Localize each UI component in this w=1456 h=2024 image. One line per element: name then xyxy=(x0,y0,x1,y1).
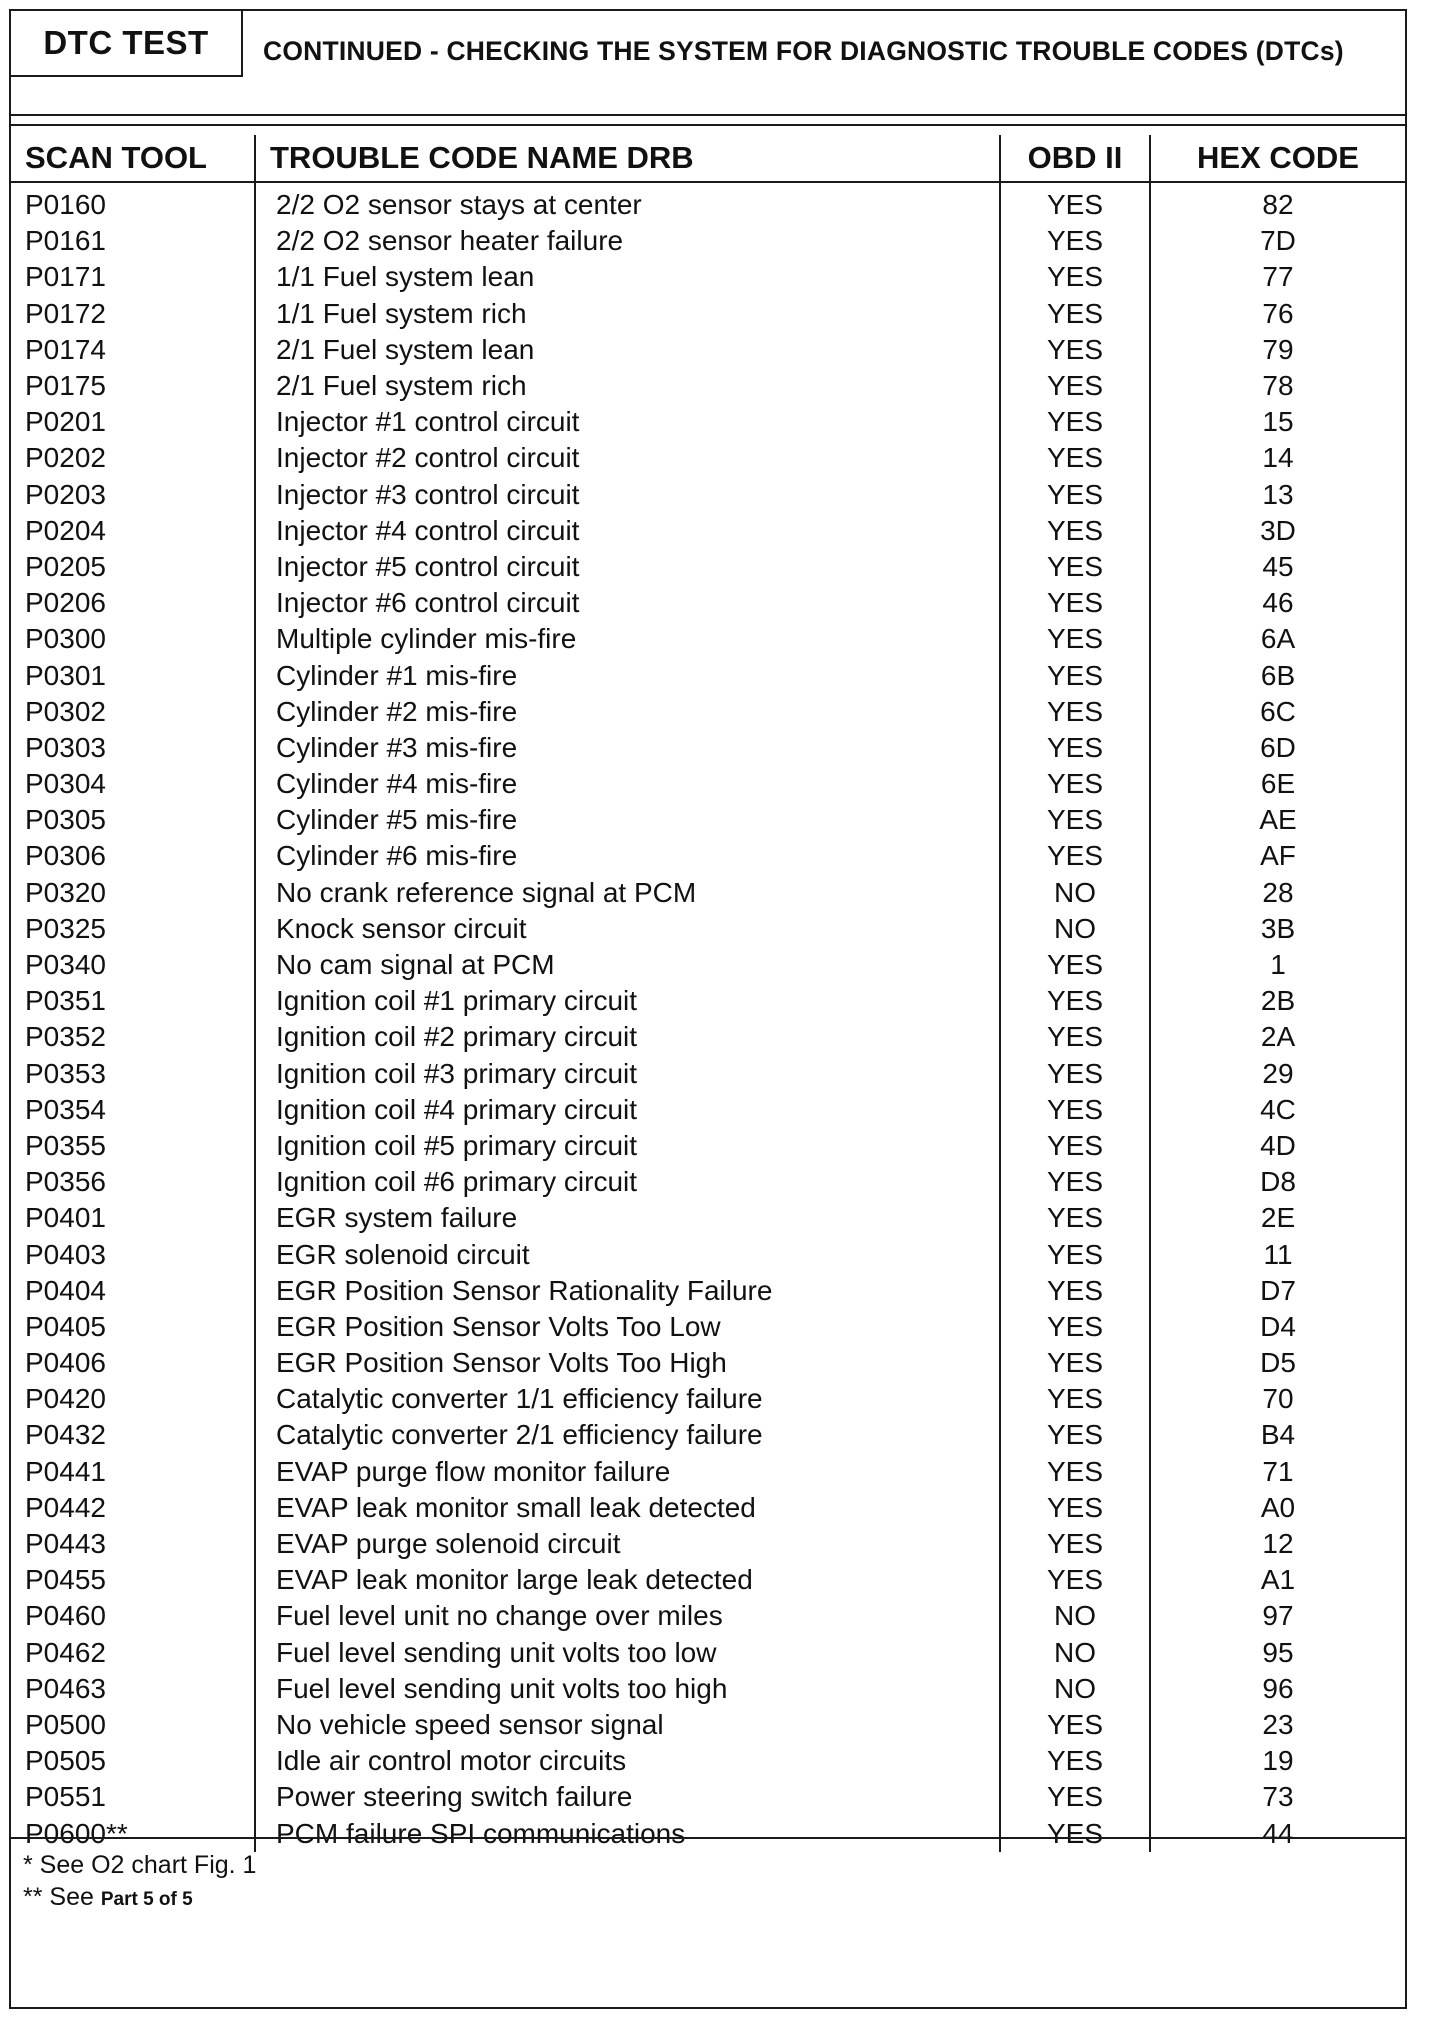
table-row xyxy=(11,766,1405,802)
trouble-code-name-cell: EGR Position Sensor Rationality Failure xyxy=(255,1273,1000,1309)
obd-cell: YES xyxy=(1000,1236,1150,1272)
scan-tool-cell: P0500 xyxy=(11,1707,255,1743)
table-row xyxy=(11,1236,1405,1272)
table-row xyxy=(11,1707,1405,1743)
scan-tool-cell: P0351 xyxy=(11,983,255,1019)
trouble-code-name-cell: Ignition coil #5 primary circuit xyxy=(255,1128,1000,1164)
obd-cell: YES xyxy=(1000,730,1150,766)
table-row xyxy=(11,1417,1405,1453)
trouble-code-name-cell: Fuel level sending unit volts too high xyxy=(255,1671,1000,1707)
scan-tool-cell: P0160 xyxy=(11,182,255,223)
trouble-code-name-cell: Cylinder #3 mis-fire xyxy=(255,730,1000,766)
obd-cell: YES xyxy=(1000,1056,1150,1092)
hex-code-cell: D4 xyxy=(1260,1310,1296,1342)
table-row xyxy=(11,1743,1405,1779)
scan-tool-cell: P0432 xyxy=(11,1417,255,1453)
hex-code-cell: 23 xyxy=(1262,1708,1294,1740)
scan-tool-cell: P0300 xyxy=(11,621,255,657)
scan-tool-cell: P0306 xyxy=(11,838,255,874)
table-row xyxy=(11,477,1405,513)
obd-cell: YES xyxy=(1000,549,1150,585)
scan-tool-cell: P0202 xyxy=(11,440,255,476)
hex-code-cell: 11 xyxy=(1263,1238,1293,1270)
table-row xyxy=(11,585,1405,621)
hex-code-cell: 79 xyxy=(1262,333,1294,365)
table-row xyxy=(11,983,1405,1019)
table-row xyxy=(11,1598,1405,1634)
trouble-code-name-cell: Cylinder #6 mis-fire xyxy=(255,838,1000,874)
obd-cell: YES xyxy=(1000,1092,1150,1128)
scan-tool-cell: P0304 xyxy=(11,766,255,802)
table-row xyxy=(11,1635,1405,1671)
hex-code-cell: 70 xyxy=(1262,1383,1294,1415)
table-row xyxy=(11,1526,1405,1562)
table-row xyxy=(11,182,1405,223)
scan-tool-cell: P0404 xyxy=(11,1273,255,1309)
scan-tool-cell: P0205 xyxy=(11,549,255,585)
hex-code-cell: 44 xyxy=(1262,1817,1294,1849)
trouble-code-name-cell: 1/1 Fuel system rich xyxy=(255,296,1000,332)
obd-cell: YES xyxy=(1000,802,1150,838)
scan-tool-cell: P0305 xyxy=(11,802,255,838)
obd-cell: YES xyxy=(1000,1019,1150,1055)
table-row xyxy=(11,911,1405,947)
scan-tool-cell: P0401 xyxy=(11,1200,255,1236)
trouble-code-name-cell: Power steering switch failure xyxy=(255,1779,1000,1815)
table-row xyxy=(11,1309,1405,1345)
trouble-code-name-cell: Multiple cylinder mis-fire xyxy=(255,621,1000,657)
trouble-code-name-cell: No crank reference signal at PCM xyxy=(255,875,1000,911)
header-divider-double xyxy=(11,124,1405,126)
table-row xyxy=(11,621,1405,657)
scan-tool-cell: P0356 xyxy=(11,1164,255,1200)
hex-code-cell: 76 xyxy=(1262,297,1294,329)
footer-divider xyxy=(11,1837,1405,1839)
trouble-code-name-cell: 1/1 Fuel system lean xyxy=(255,259,1000,295)
scan-tool-cell: P0353 xyxy=(11,1056,255,1092)
trouble-code-name-cell: Injector #1 control circuit xyxy=(255,404,1000,440)
table-body xyxy=(11,182,1405,1852)
obd-cell: YES xyxy=(1000,1779,1150,1815)
hex-code-cell: 6D xyxy=(1260,731,1296,763)
obd-cell: YES xyxy=(1000,947,1150,983)
hex-code-cell: 6B xyxy=(1260,659,1296,691)
scan-tool-cell: P0204 xyxy=(11,513,255,549)
obd-cell: YES xyxy=(1000,694,1150,730)
trouble-code-name-cell: Ignition coil #3 primary circuit xyxy=(255,1056,1000,1092)
trouble-code-name-cell: Cylinder #2 mis-fire xyxy=(255,694,1000,730)
obd-cell: NO xyxy=(1000,1671,1150,1707)
hex-code-cell: 45 xyxy=(1262,550,1294,582)
table-row xyxy=(11,1454,1405,1490)
scan-tool-cell: P0175 xyxy=(11,368,255,404)
scan-tool-cell: P0460 xyxy=(11,1598,255,1634)
footnote-part-ref xyxy=(23,1881,256,1916)
hex-code-cell: 6A xyxy=(1260,623,1296,655)
table-row xyxy=(11,1815,1405,1851)
column-header-trouble-code-name: TROUBLE CODE NAME DRB xyxy=(255,135,1000,182)
trouble-code-name-cell: Ignition coil #6 primary circuit xyxy=(255,1164,1000,1200)
obd-cell: YES xyxy=(1000,657,1150,693)
hex-code-cell: 73 xyxy=(1262,1781,1294,1813)
hex-code-cell: 15 xyxy=(1262,406,1294,438)
section-tab: DTC TEST xyxy=(11,11,243,77)
hex-code-cell: 28 xyxy=(1262,876,1294,908)
obd-cell: YES xyxy=(1000,1454,1150,1490)
trouble-code-name-cell: Fuel level unit no change over miles xyxy=(255,1598,1000,1634)
scan-tool-cell: P0174 xyxy=(11,332,255,368)
table-row xyxy=(11,1128,1405,1164)
hex-code-cell: 13 xyxy=(1262,478,1294,510)
hex-code-cell: 77 xyxy=(1262,261,1294,293)
hex-code-cell: 4C xyxy=(1260,1093,1296,1125)
obd-cell: YES xyxy=(1000,838,1150,874)
obd-cell: YES xyxy=(1000,223,1150,259)
scan-tool-cell: P0403 xyxy=(11,1236,255,1272)
table-row xyxy=(11,1019,1405,1055)
scan-tool-cell: P0203 xyxy=(11,477,255,513)
scan-tool-cell: P0443 xyxy=(11,1526,255,1562)
table-row xyxy=(11,1490,1405,1526)
scan-tool-cell: P0455 xyxy=(11,1562,255,1598)
trouble-code-name-cell: Ignition coil #4 primary circuit xyxy=(255,1092,1000,1128)
hex-code-cell: 97 xyxy=(1262,1600,1294,1632)
table-row xyxy=(11,223,1405,259)
obd-cell: YES xyxy=(1000,1562,1150,1598)
table-row xyxy=(11,1345,1405,1381)
hex-code-cell: 46 xyxy=(1262,587,1294,619)
scan-tool-cell: P0302 xyxy=(11,694,255,730)
scan-tool-cell: P0325 xyxy=(11,911,255,947)
column-header-scan-tool: SCAN TOOL xyxy=(11,135,255,182)
obd-cell: NO xyxy=(1000,911,1150,947)
scan-tool-cell: P0420 xyxy=(11,1381,255,1417)
trouble-code-name-cell: EVAP purge solenoid circuit xyxy=(255,1526,1000,1562)
hex-code-cell: A1 xyxy=(1260,1564,1296,1596)
trouble-code-name-cell: 2/1 Fuel system lean xyxy=(255,332,1000,368)
dtc-table xyxy=(11,135,1405,1852)
trouble-code-name-cell: No vehicle speed sensor signal xyxy=(255,1707,1000,1743)
hex-code-cell: AE xyxy=(1259,804,1297,836)
trouble-code-name-cell: PCM failure SPI communications xyxy=(255,1815,1000,1851)
trouble-code-name-cell: Cylinder #1 mis-fire xyxy=(255,657,1000,693)
obd-cell: YES xyxy=(1000,513,1150,549)
obd-cell: YES xyxy=(1000,1707,1150,1743)
obd-cell: YES xyxy=(1000,1164,1150,1200)
obd-cell: YES xyxy=(1000,621,1150,657)
obd-cell: YES xyxy=(1000,1309,1150,1345)
hex-code-cell: 78 xyxy=(1262,370,1294,402)
obd-cell: YES xyxy=(1000,182,1150,223)
table-row xyxy=(11,657,1405,693)
scan-tool-cell: P0340 xyxy=(11,947,255,983)
table-row xyxy=(11,440,1405,476)
scan-tool-cell: P0161 xyxy=(11,223,255,259)
table-row xyxy=(11,838,1405,874)
hex-code-cell: A0 xyxy=(1260,1491,1296,1523)
obd-cell: YES xyxy=(1000,1743,1150,1779)
scan-tool-cell: P0355 xyxy=(11,1128,255,1164)
footnote-part-prefix: ** See xyxy=(23,1883,94,1911)
table-row xyxy=(11,1200,1405,1236)
scan-tool-cell: P0201 xyxy=(11,404,255,440)
hex-code-cell: 96 xyxy=(1262,1672,1294,1704)
footnote-o2-chart: * See O2 chart Fig. 1 xyxy=(23,1851,257,1879)
obd-cell: YES xyxy=(1000,1526,1150,1562)
table-row xyxy=(11,513,1405,549)
trouble-code-name-cell: EGR system failure xyxy=(255,1200,1000,1236)
table-row xyxy=(11,1056,1405,1092)
obd-cell: YES xyxy=(1000,1490,1150,1526)
trouble-code-name-cell: Injector #2 control circuit xyxy=(255,440,1000,476)
table-row xyxy=(11,332,1405,368)
table-row xyxy=(11,947,1405,983)
trouble-code-name-cell: Fuel level sending unit volts too low xyxy=(255,1635,1000,1671)
hex-code-cell: 71 xyxy=(1262,1455,1294,1487)
scan-tool-cell: P0505 xyxy=(11,1743,255,1779)
obd-cell: YES xyxy=(1000,1417,1150,1453)
trouble-code-name-cell: Injector #4 control circuit xyxy=(255,513,1000,549)
trouble-code-name-cell: EVAP leak monitor large leak detected xyxy=(255,1562,1000,1598)
hex-code-cell: 12 xyxy=(1262,1528,1294,1560)
obd-cell: NO xyxy=(1000,1635,1150,1671)
scan-tool-cell: P0303 xyxy=(11,730,255,766)
column-header-obd: OBD II xyxy=(1000,135,1150,182)
hex-code-cell: 2B xyxy=(1260,985,1296,1017)
scan-tool-cell: P0463 xyxy=(11,1671,255,1707)
obd-cell: NO xyxy=(1000,875,1150,911)
trouble-code-name-cell: EGR Position Sensor Volts Too High xyxy=(255,1345,1000,1381)
obd-cell: YES xyxy=(1000,440,1150,476)
column-header-hex-code: HEX CODE xyxy=(1150,135,1405,182)
scan-tool-cell: P0354 xyxy=(11,1092,255,1128)
obd-cell: YES xyxy=(1000,766,1150,802)
trouble-code-name-cell: EVAP leak monitor small leak detected xyxy=(255,1490,1000,1526)
table-header-row xyxy=(11,135,1405,182)
scan-tool-cell: P0442 xyxy=(11,1490,255,1526)
table-row xyxy=(11,1273,1405,1309)
obd-cell: YES xyxy=(1000,259,1150,295)
hex-code-cell: 82 xyxy=(1262,189,1294,221)
footnotes xyxy=(23,1849,256,1916)
table-row xyxy=(11,1671,1405,1707)
obd-cell: YES xyxy=(1000,585,1150,621)
trouble-code-name-cell: Idle air control motor circuits xyxy=(255,1743,1000,1779)
table-row xyxy=(11,1562,1405,1598)
trouble-code-name-cell: No cam signal at PCM xyxy=(255,947,1000,983)
hex-code-cell: 2E xyxy=(1260,1202,1296,1234)
table-row xyxy=(11,875,1405,911)
table-row xyxy=(11,1092,1405,1128)
trouble-code-name-cell: 2/2 O2 sensor stays at center xyxy=(255,182,1000,223)
hex-code-cell: 4D xyxy=(1260,1129,1296,1161)
table-row xyxy=(11,694,1405,730)
table-row xyxy=(11,802,1405,838)
scan-tool-cell: P0301 xyxy=(11,657,255,693)
dtc-table-container xyxy=(11,135,1405,1852)
trouble-code-name-cell: Knock sensor circuit xyxy=(255,911,1000,947)
scan-tool-cell: P0600** xyxy=(11,1815,255,1851)
obd-cell: YES xyxy=(1000,1381,1150,1417)
hex-code-cell: 7D xyxy=(1260,225,1296,257)
obd-cell: YES xyxy=(1000,1200,1150,1236)
scan-tool-cell: P0320 xyxy=(11,875,255,911)
hex-code-cell: D5 xyxy=(1260,1347,1296,1379)
hex-code-cell: AF xyxy=(1260,840,1296,872)
scan-tool-cell: P0406 xyxy=(11,1345,255,1381)
table-row xyxy=(11,1779,1405,1815)
table-row xyxy=(11,404,1405,440)
obd-cell: YES xyxy=(1000,1128,1150,1164)
obd-cell: YES xyxy=(1000,1815,1150,1851)
trouble-code-name-cell: Ignition coil #1 primary circuit xyxy=(255,983,1000,1019)
scan-tool-cell: P0462 xyxy=(11,1635,255,1671)
trouble-code-name-cell: 2/1 Fuel system rich xyxy=(255,368,1000,404)
header-divider xyxy=(11,114,1405,116)
hex-code-cell: D7 xyxy=(1260,1274,1296,1306)
hex-code-cell: 6E xyxy=(1260,768,1296,800)
trouble-code-name-cell: Injector #6 control circuit xyxy=(255,585,1000,621)
hex-code-cell: 6C xyxy=(1260,695,1296,727)
trouble-code-name-cell: Catalytic converter 2/1 efficiency failure xyxy=(255,1417,1000,1453)
obd-cell: YES xyxy=(1000,1273,1150,1309)
obd-cell: YES xyxy=(1000,983,1150,1019)
trouble-code-name-cell: Cylinder #4 mis-fire xyxy=(255,766,1000,802)
footnote-part-label: Part 5 of 5 xyxy=(100,1889,193,1910)
trouble-code-name-cell: Cylinder #5 mis-fire xyxy=(255,802,1000,838)
hex-code-cell: 19 xyxy=(1262,1745,1294,1777)
page-title: CONTINUED - CHECKING THE SYSTEM FOR DIAGNOSTIC TROUBLE CODES (DTCs) xyxy=(263,35,1344,66)
document-sheet xyxy=(9,9,1407,2009)
hex-code-cell: 3D xyxy=(1260,514,1296,546)
trouble-code-name-cell: Catalytic converter 1/1 efficiency failure xyxy=(255,1381,1000,1417)
table-row xyxy=(11,1164,1405,1200)
hex-code-cell: 29 xyxy=(1262,1057,1294,1089)
scan-tool-cell: P0171 xyxy=(11,259,255,295)
hex-code-cell: B4 xyxy=(1260,1419,1296,1451)
scan-tool-cell: P0172 xyxy=(11,296,255,332)
trouble-code-name-cell: 2/2 O2 sensor heater failure xyxy=(255,223,1000,259)
trouble-code-name-cell: Injector #3 control circuit xyxy=(255,477,1000,513)
table-row xyxy=(11,296,1405,332)
hex-code-cell: 3B xyxy=(1260,912,1296,944)
scan-tool-cell: P0551 xyxy=(11,1779,255,1815)
table-row xyxy=(11,549,1405,585)
hex-code-cell: 14 xyxy=(1262,442,1294,474)
scan-tool-cell: P0405 xyxy=(11,1309,255,1345)
obd-cell: YES xyxy=(1000,477,1150,513)
scan-tool-cell: P0352 xyxy=(11,1019,255,1055)
table-row xyxy=(11,1381,1405,1417)
hex-code-cell: 2A xyxy=(1260,1021,1296,1053)
table-row xyxy=(11,730,1405,766)
scan-tool-cell: P0441 xyxy=(11,1454,255,1490)
hex-code-cell: 1 xyxy=(1270,949,1286,981)
table-row xyxy=(11,259,1405,295)
hex-code-cell: D8 xyxy=(1260,1166,1296,1198)
obd-cell: YES xyxy=(1000,296,1150,332)
trouble-code-name-cell: Injector #5 control circuit xyxy=(255,549,1000,585)
scan-tool-cell: P0206 xyxy=(11,585,255,621)
obd-cell: YES xyxy=(1000,332,1150,368)
trouble-code-name-cell: EGR Position Sensor Volts Too Low xyxy=(255,1309,1000,1345)
trouble-code-name-cell: EVAP purge flow monitor failure xyxy=(255,1454,1000,1490)
obd-cell: NO xyxy=(1000,1598,1150,1634)
trouble-code-name-cell: EGR solenoid circuit xyxy=(255,1236,1000,1272)
trouble-code-name-cell: Ignition coil #2 primary circuit xyxy=(255,1019,1000,1055)
obd-cell: YES xyxy=(1000,368,1150,404)
hex-code-cell: 95 xyxy=(1262,1636,1294,1668)
obd-cell: YES xyxy=(1000,1345,1150,1381)
table-row xyxy=(11,368,1405,404)
obd-cell: YES xyxy=(1000,404,1150,440)
